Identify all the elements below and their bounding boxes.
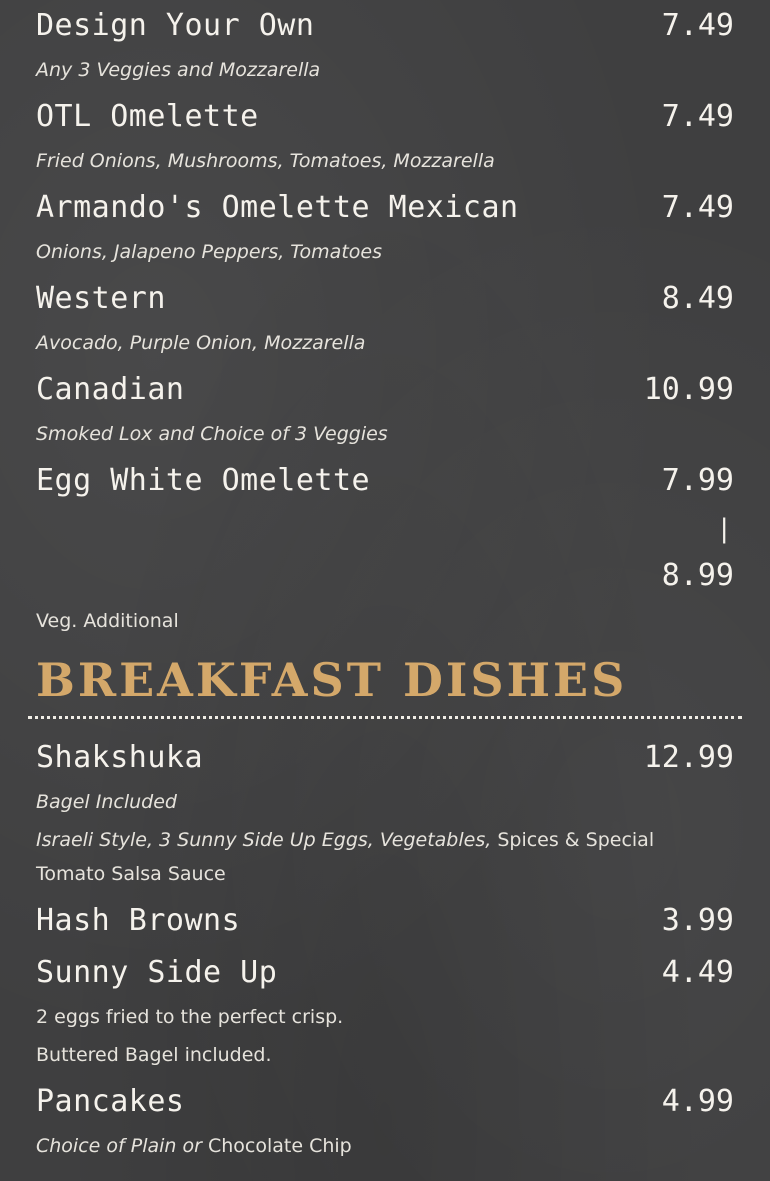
item-description bbox=[36, 1134, 352, 1158]
item-description-2: Buttered Bagel included. bbox=[36, 1044, 272, 1066]
item-price: 7.99 bbox=[661, 463, 734, 498]
item-description bbox=[36, 240, 382, 264]
item-name: Hash Browns bbox=[36, 903, 241, 938]
item-description bbox=[36, 149, 495, 173]
item-name: Shakshuka bbox=[36, 740, 204, 775]
item-description-text: Any 3 Veggies and Mozzarella bbox=[36, 59, 321, 81]
item-description-text: Smoked Lox and Choice of 3 Veggies bbox=[36, 423, 388, 445]
item-description-plain: Chocolate Chip bbox=[201, 1135, 352, 1157]
item-description-3: Tomato Salsa Sauce bbox=[36, 863, 226, 885]
item-description-2 bbox=[36, 828, 654, 852]
item-price: 12.99 bbox=[643, 740, 734, 775]
item-name: Egg White Omelette bbox=[36, 463, 371, 498]
item-description-italic: Choice of Plain or bbox=[36, 1135, 202, 1157]
item-price: 8.49 bbox=[661, 281, 734, 316]
item-name: Armando's Omelette Mexican bbox=[36, 190, 519, 225]
item-description: 2 eggs fried to the perfect crisp. bbox=[36, 1006, 344, 1028]
item-name: Design Your Own bbox=[36, 8, 315, 43]
item-description bbox=[36, 422, 388, 446]
item-name: Pancakes bbox=[36, 1084, 185, 1119]
item-price-alt: 8.99 bbox=[661, 558, 734, 593]
item-note: Veg. Additional bbox=[36, 610, 179, 632]
item-description bbox=[36, 790, 177, 814]
item-price: 10.99 bbox=[643, 372, 734, 407]
item-price: 4.49 bbox=[661, 955, 734, 990]
item-price: 3.99 bbox=[661, 903, 734, 938]
item-description-text: Bagel Included bbox=[36, 791, 177, 813]
item-name: Canadian bbox=[36, 372, 185, 407]
dotted-divider bbox=[28, 716, 742, 719]
section-title: BREAKFAST DISHES bbox=[36, 653, 628, 707]
item-description-text: Avocado, Purple Onion, Mozzarella bbox=[36, 332, 366, 354]
price-separator: | bbox=[716, 514, 732, 544]
item-price: 4.99 bbox=[661, 1084, 734, 1119]
item-name: Western bbox=[36, 281, 166, 316]
item-description bbox=[36, 58, 320, 82]
item-price: 7.49 bbox=[661, 190, 734, 225]
item-name: OTL Omelette bbox=[36, 99, 259, 134]
item-price: 7.49 bbox=[661, 99, 734, 134]
item-name: Sunny Side Up bbox=[36, 955, 278, 990]
item-description-text: Onions, Jalapeno Peppers, Tomatoes bbox=[36, 241, 382, 263]
item-description-italic: Israeli Style, 3 Sunny Side Up Eggs, Vegetables, bbox=[36, 829, 492, 851]
item-description-text: Fried Onions, Mushrooms, Tomatoes, Mozzarella bbox=[36, 150, 495, 172]
item-description bbox=[36, 331, 365, 355]
item-price: 7.49 bbox=[661, 8, 734, 43]
item-description-plain: Spices & Special bbox=[491, 829, 655, 851]
